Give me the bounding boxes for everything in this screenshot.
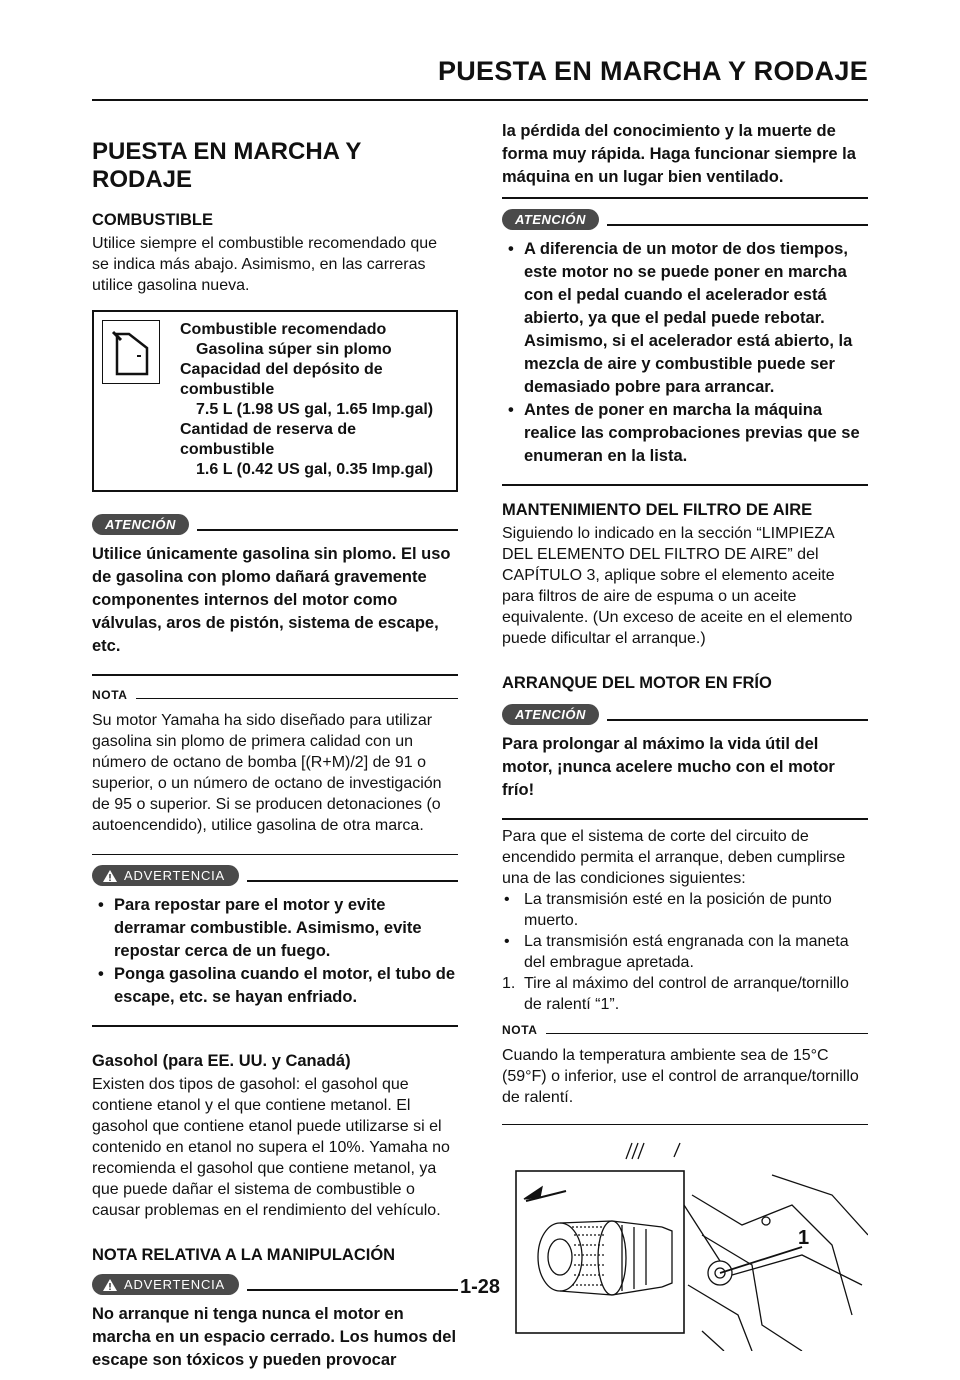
air-filter-heading: MANTENIMIENTO DEL FILTRO DE AIRE — [502, 501, 813, 519]
caution-label: ATENCIÓN — [502, 209, 599, 230]
caution-label: ATENCIÓN — [92, 514, 189, 535]
warning-label: ADVERTENCIA — [124, 868, 226, 883]
nota-label: NOTA — [92, 688, 128, 702]
fuel-can-icon — [102, 320, 160, 384]
nota-header — [502, 1023, 868, 1037]
left-column — [92, 118, 458, 1380]
air-filter-text: Siguiendo lo indicado en la sección “LIMPIEZA DEL ELEMENTO DEL FILTRO DE AIRE” del CAPÍTULO 3, aplique sobre el elemento aceite para filtros de aire de espuma o un aceite equivalente. (Un exceso de aceite en el elemento puede dificultar el arranque.) — [502, 525, 853, 647]
step-item — [502, 973, 868, 1015]
fuel-spec-box — [92, 310, 458, 492]
section-title: PUESTA EN MARCHA Y RODAJE — [92, 138, 361, 193]
cold-start-intro: Para que el sistema de corte del circuito de encendido permita el arranque, deben cumplirse una de las condiciones siguientes: — [502, 828, 846, 887]
caution-label: ATENCIÓN — [502, 704, 599, 725]
list-item: • A diferencia de un motor de dos tiempos, este motor no se puede poner en marcha con el pedal cuando el acelerador está abierto, ya que el pedal puede rebotar. Asimismo, si el acelerador está abierto, la mezcla de aire y combustible puede ser demasiado pobre para arrancar. — [502, 238, 868, 399]
cold-start-nota-text: Cuando la temperatura ambiente sea de 15°C (59°F) o inferior, use el control de arranque/tornillo de ralentí. — [502, 1047, 859, 1106]
gasohol-text: Existen dos tipos de gasohol: el gasohol que contiene etanol y el que contiene metanol. El gasohol que contiene etanol puede utilizarse si el contenido en etanol no supera el 10%. Yamaha no recomienda el gasohol que contiene metanol, ya que puede dañar el sistema de combustible o causar problemas en el rendimiento del vehículo. — [92, 1076, 450, 1219]
caution-rule — [197, 529, 458, 531]
spec-value-reserve: 1.6 L (0.42 US gal, 0.35 Imp.gal) — [196, 461, 434, 478]
nota-end-rule — [92, 854, 458, 855]
caution-list — [502, 238, 868, 468]
page-number: 1-28 — [459, 1276, 501, 1298]
warning-rule — [247, 880, 458, 882]
handling-heading: NOTA RELATIVA A LA MANIPULACIÓN — [92, 1246, 396, 1264]
nota-rule — [136, 698, 458, 699]
nota-text: Su motor Yamaha ha sido diseñado para utilizar gasolina sin plomo de primera calidad con un número de octano de bomba [(R+M)/2] de 91 o superior, o un número de octano de investigación de 95 o superior. Si se producen detonaciones (o autoencendido), utilice gasolina de otra marca. — [92, 712, 442, 834]
conditions-list — [502, 889, 868, 973]
warning-triangle-icon — [102, 869, 118, 883]
list-item: • Antes de poner en marcha la máquina realice las comprobaciones previas que se enumeran en la lista. — [502, 399, 868, 468]
spec-label-reserve: Cantidad de reserva de combustible — [180, 421, 357, 458]
caution-header — [502, 704, 868, 725]
nota-end-rule — [502, 1124, 868, 1125]
step-text: Tire al máximo del control de arranque/tornillo de ralentí “1”. — [524, 975, 849, 1013]
cold-start-heading: ARRANQUE DEL MOTOR EN FRÍO — [502, 674, 772, 692]
spec-label-tank-capacity: Capacidad del depósito de combustible — [180, 361, 383, 398]
caution-header — [502, 209, 868, 230]
spec-label-recommended-fuel: Combustible recomendado — [180, 321, 387, 338]
list-item: • La transmisión está engranada con la maneta del embrague apretada. — [502, 931, 868, 973]
handling-warning-text-continued: la pérdida del conocimiento y la muerte de forma muy rápida. Haga funcionar siempre la máquina en un lugar bien ventilado. — [502, 122, 856, 186]
nota-label: NOTA — [502, 1023, 538, 1037]
caution-rule — [607, 719, 868, 721]
warning-list — [92, 894, 458, 1009]
warning-badge — [92, 865, 239, 886]
list-item: • Ponga gasolina cuando el motor, el tubo de escape, etc. se hayan enfriado. — [92, 963, 458, 1009]
step-number: 1. — [502, 975, 516, 992]
fuel-spec-lines — [160, 320, 450, 480]
fuel-intro: Utilice siempre el combustible recomendado que se indica más abajo. Asimismo, en las carreras utilice gasolina nueva. — [92, 235, 438, 294]
figure-callout-1: 1 — [798, 1227, 810, 1249]
warning-header — [92, 865, 458, 886]
warning-end-rule — [502, 197, 868, 199]
list-item: • Para repostar pare el motor y evite derramar combustible. Asimismo, evite repostar cerca de un fuego. — [92, 894, 458, 963]
list-item: • La transmisión esté en la posición de punto muerto. — [502, 889, 868, 931]
spec-value-recommended-fuel: Gasolina súper sin plomo — [196, 341, 392, 358]
caution-text: Utilice únicamente gasolina sin plomo. El uso de gasolina con plomo dañará gravemente componentes internos del motor como válvulas, aros de pistón, sistema de escape, etc. — [92, 545, 451, 655]
caution-rule — [607, 224, 868, 226]
cold-start-caution-text: Para prolongar al máximo la vida útil del motor, ¡nunca acelere mucho con el motor frío! — [502, 735, 835, 799]
nota-rule — [546, 1033, 868, 1034]
header-rule — [92, 99, 868, 101]
caution-end-rule — [92, 674, 458, 676]
warning-label: ADVERTENCIA — [124, 1277, 226, 1292]
cold-start-knob-illustration — [502, 1135, 868, 1351]
caution-end-rule — [502, 818, 868, 820]
caution-header — [92, 514, 458, 535]
gasohol-heading: Gasohol (para EE. UU. y Canadá) — [92, 1052, 351, 1070]
handling-warning-text: No arranque ni tenga nunca el motor en marcha en un espacio cerrado. Los humos del escape son tóxicos y pueden provocar — [92, 1305, 457, 1369]
spec-value-tank-capacity: 7.5 L (1.98 US gal, 1.65 Imp.gal) — [196, 401, 434, 418]
header-title: PUESTA EN MARCHA Y RODAJE — [437, 56, 868, 86]
warning-end-rule — [92, 1025, 458, 1027]
caution-end-rule — [502, 484, 868, 486]
fuel-heading: COMBUSTIBLE — [92, 211, 213, 229]
nota-header — [92, 688, 458, 702]
right-column — [502, 120, 868, 1351]
